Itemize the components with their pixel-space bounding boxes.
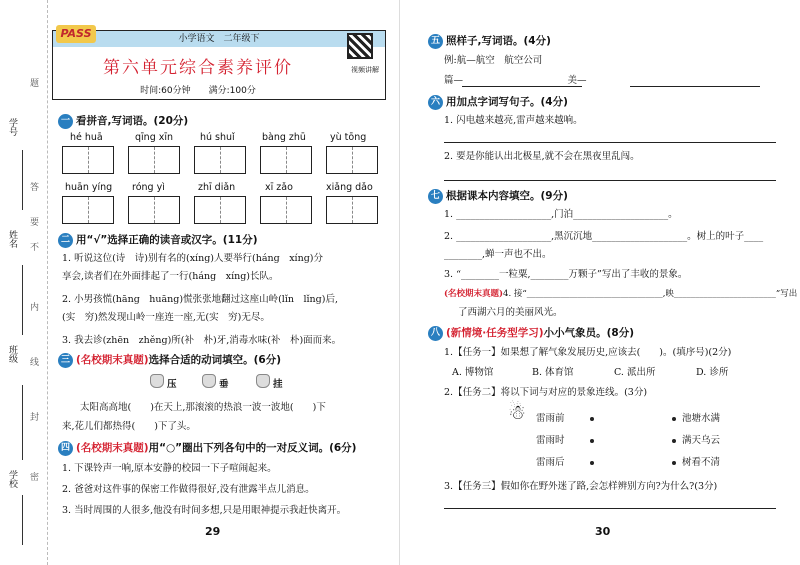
page-number: 30 [595, 525, 611, 538]
pinyin: huān yíng [65, 182, 113, 193]
header-subject: 小学语文 二年级下 [53, 31, 385, 47]
fill-line: 2. ____________________,黑沉沉地____________________。树上的叶子____ [444, 231, 764, 242]
pinyin: yù tōng [330, 132, 367, 143]
exam-header [52, 27, 386, 100]
gutter-line [22, 495, 23, 545]
question-line: 太阳高高地( )在天上,那滚滚的热浪一波一波地( )下 [80, 402, 326, 413]
gutter-line [22, 385, 23, 460]
example-line: 例:航—航空 航空公司 [444, 55, 543, 66]
answer-line[interactable] [462, 86, 582, 87]
verb-option[interactable]: 垂 [219, 379, 229, 390]
exam-title: 第六单元综合素养评价 [103, 58, 293, 78]
fill-line: 1. ____________________,门泊____________________。 [444, 209, 678, 220]
match-left[interactable]: 雷雨时 [536, 435, 565, 446]
question-line: 1. 下课铃声一响,原本安静的校园一下子喧闹起来。 [62, 463, 277, 474]
match-left[interactable]: 雷雨前 [536, 413, 565, 424]
writing-grid[interactable] [62, 146, 114, 174]
weather-cartoon-icon: ☃ [508, 400, 526, 424]
section-5-heading: 五 照样子,写词语。(4分) [428, 33, 551, 49]
match-left[interactable]: 雷雨后 [536, 457, 565, 468]
word-card-icon [202, 374, 216, 388]
pinyin: hé huā [70, 132, 103, 143]
match-dot[interactable] [590, 461, 594, 465]
gutter-deco: 内 [30, 303, 40, 313]
section-3-heading: 三 (名校期末真题)选择合适的动词填空。(6分) [58, 352, 281, 368]
choice-d[interactable]: D. 诊所 [696, 367, 729, 378]
page-number: 29 [205, 525, 221, 538]
match-right[interactable]: 树看不清 [682, 457, 721, 468]
fill-line: ________,蝉一声也不出。 [444, 249, 552, 260]
gutter-label-student-id: 学号 [7, 118, 17, 136]
qr-label: 视频讲解 [351, 66, 379, 74]
question-line: 1.【任务一】如果想了解气象发展历史,应该去( )。(填序号)(2分) [444, 347, 732, 358]
choice-a[interactable]: A. 博物馆 [452, 367, 494, 378]
gutter-label-class: 班级 [7, 345, 17, 363]
exam-time: 时间:60分钟 满分:100分 [140, 86, 256, 96]
question-line: 来,花儿们都热得( )下了头。 [62, 421, 196, 432]
writing-grid[interactable] [326, 196, 378, 224]
writing-grid[interactable] [128, 196, 180, 224]
right-page [400, 0, 800, 565]
answer-line[interactable] [630, 86, 760, 87]
section-2-heading: 二 用“√”选择正确的读音或汉字。(11分) [58, 232, 258, 248]
pinyin: zhī diǎn [198, 182, 236, 193]
verb-option[interactable]: 挂 [273, 379, 283, 390]
gutter-label-school: 学校 [7, 470, 17, 488]
answer-line[interactable] [444, 180, 776, 181]
answer-line[interactable] [444, 142, 776, 143]
word-card-icon [150, 374, 164, 388]
writing-grid[interactable] [194, 196, 246, 224]
word-card-icon [256, 374, 270, 388]
section-1-heading: 一 看拼音,写词语。(20分) [58, 113, 188, 129]
writing-grid[interactable] [260, 146, 312, 174]
fill-line: 了西湖六月的美丽风光。 [458, 307, 563, 318]
gutter-deco: 题 [30, 79, 40, 89]
writing-grid[interactable] [326, 146, 378, 174]
pinyin: xī zǎo [265, 182, 293, 193]
match-dot[interactable] [590, 417, 594, 421]
choice-b[interactable]: B. 体育馆 [532, 367, 574, 378]
qr-code-icon[interactable] [347, 33, 373, 59]
gutter-deco: 答 [30, 183, 40, 193]
section-6-heading: 六 用加点字词写句子。(4分) [428, 94, 568, 110]
gutter-deco: 线 [30, 358, 40, 368]
fill-line: 3. “________一粒粟,________万颗子”写出了丰收的景象。 [444, 269, 688, 280]
question-line: 2.【任务二】将以下词与对应的景象连线。(3分) [444, 387, 648, 398]
pinyin: qīng xīn [135, 132, 174, 143]
question-line: 3. 我去诊(zhēn zhěng)所(补 朴)牙,消毒水味(补 朴)面而来。 [62, 335, 342, 346]
question-line: 3. 当时周围的人很多,他没有时间多想,只是用眼神提示我赶快离开。 [62, 505, 347, 516]
binding-gutter [0, 0, 48, 565]
writing-grid[interactable] [260, 196, 312, 224]
verb-option[interactable]: 压 [167, 379, 177, 390]
match-right[interactable]: 池塘水满 [682, 413, 721, 424]
writing-grid[interactable] [194, 146, 246, 174]
question-line: 篇— 美— [444, 75, 587, 86]
pinyin: xiǎng dǎo [326, 182, 373, 193]
gutter-deco: 不 [30, 243, 40, 253]
gutter-deco: 密 [30, 473, 40, 483]
match-dot[interactable] [590, 439, 594, 443]
section-8-heading: 八 (新情境·任务型学习)小小气象员。(8分) [428, 325, 634, 341]
gutter-deco: 要 [30, 218, 40, 228]
section-4-heading: 四 (名校期末真题)用“○”圈出下列各句中的一对反义词。(6分) [58, 440, 356, 456]
match-dot[interactable] [672, 439, 676, 443]
choice-c[interactable]: C. 派出所 [614, 367, 656, 378]
answer-line[interactable] [444, 508, 776, 509]
pinyin: bàng zhū [262, 132, 306, 143]
gutter-line [22, 150, 23, 210]
question-line: 1. 闪电越来越亮,雷声越来越响。 [444, 115, 583, 126]
pinyin: róng yì [132, 182, 165, 193]
match-dot[interactable] [672, 417, 676, 421]
question-line: 2. 要是你能认出北极星,就不会在黑夜里乱闯。 [444, 151, 640, 162]
pass-logo: PASS [56, 25, 96, 43]
pinyin: hú shuǐ [200, 132, 235, 143]
gutter-line [22, 265, 23, 335]
writing-grid[interactable] [128, 146, 180, 174]
fill-line: (名校期末真题)4. 接“________________________________,映________________________”写出 [444, 289, 798, 299]
question-line: 2. 爸爸对这件事的保密工作做得很好,没有泄露半点儿消息。 [62, 484, 315, 495]
match-dot[interactable] [672, 461, 676, 465]
question-line: 1. 听说这位(诗 诗)别有名的(xíng)人要举行(háng xíng)分 [62, 253, 323, 264]
section-7-heading: 七 根据课本内容填空。(9分) [428, 188, 568, 204]
gutter-label-name: 姓名 [7, 230, 17, 248]
question-line: 3.【任务三】假如你在野外迷了路,会怎样辨别方向?为什么?(3分) [444, 481, 718, 492]
match-right[interactable]: 满天乌云 [682, 435, 721, 446]
question-line: 享会,读者们在外面排起了一行(háng xíng)长队。 [62, 271, 279, 282]
writing-grid[interactable] [62, 196, 114, 224]
question-line: (实 穷)然发现山岭一座连一座,无(实 穷)无尽。 [62, 312, 270, 323]
question-line: 2. 小男孩慌(hāng huāng)慌张张地翻过这座山岭(lǐn lǐng)后, [62, 294, 338, 305]
gutter-deco: 封 [30, 413, 40, 423]
